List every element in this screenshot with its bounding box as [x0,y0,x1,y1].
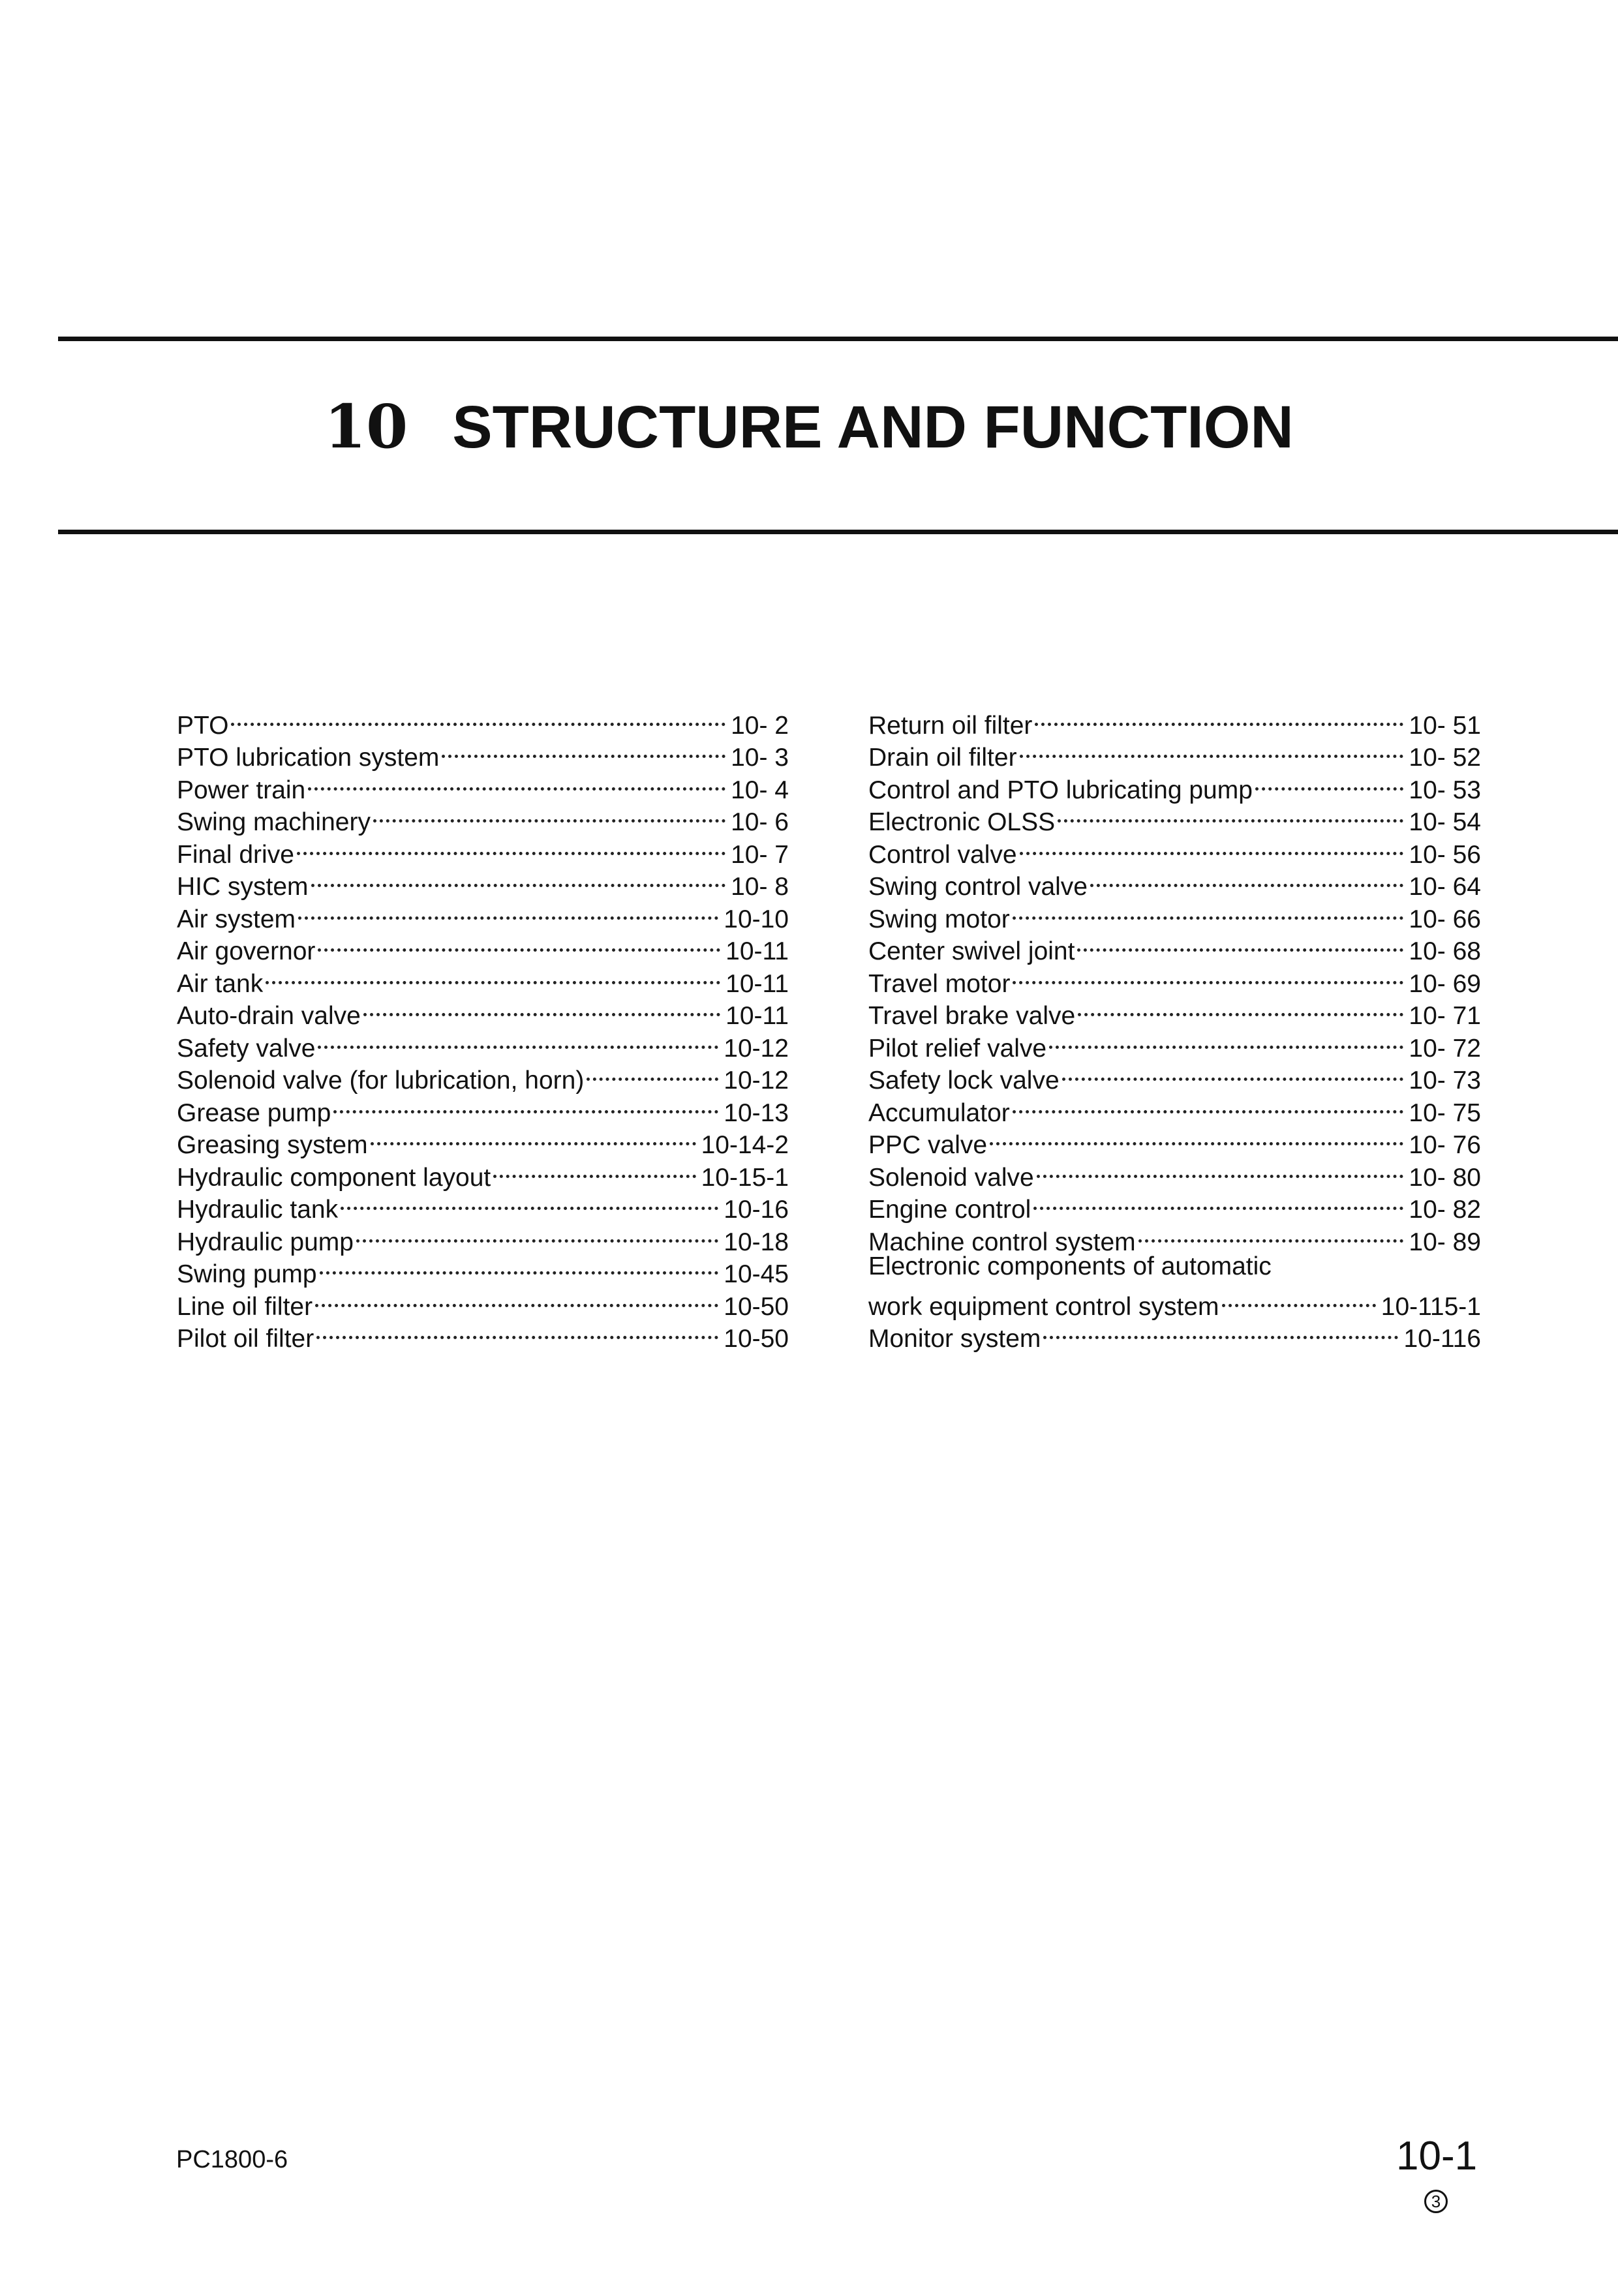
leader-dots [333,1089,721,1121]
toc-entry-label: Greasing system [177,1131,368,1159]
bottom-rule [58,530,1618,534]
toc-entry-page: 10- 76 [1409,1131,1481,1159]
toc-entry-label: HIC system [177,873,309,901]
leader-dots [1062,1057,1407,1089]
leader-dots [1020,830,1407,863]
toc-entry-page: 10- 2 [731,711,789,740]
toc-entry-label: Line oil filter [177,1292,313,1321]
toc-entry-label: Air tank [177,969,264,998]
toc-entry-page: 10-16 [724,1196,789,1224]
toc-entry-page: 10- 56 [1409,840,1481,869]
toc-entry-label: Swing machinery [177,808,371,836]
leader-dots [231,701,728,734]
toc-entry-page: 10-12 [724,1034,789,1063]
chapter-heading [0,391,1618,462]
leader-dots [371,1121,699,1154]
toc-entry-label: PTO [177,711,229,740]
toc-entry-page: 10-10 [724,905,789,933]
toc-entry-page: 10- 4 [731,776,789,804]
toc-entry-label: Return oil filter [868,711,1033,740]
toc-entry-page: 10- 68 [1409,937,1481,965]
toc-entry-label: Solenoid valve [868,1163,1034,1192]
leader-dots [316,1315,721,1348]
toc-entry-label: Machine control system [868,1228,1136,1256]
toc-entry-page: 10-115-1 [1381,1292,1481,1321]
leader-dots [493,1153,698,1186]
leader-dots [266,959,723,992]
toc-entry-label: Travel brake valve [868,1002,1076,1030]
toc-entry-page: 10- 64 [1409,873,1481,901]
toc-entry[interactable] [868,1282,1481,1321]
toc-entry-label: Air system [177,905,296,933]
leader-dots [1138,1218,1407,1250]
toc-entry-label: work equipment control system [868,1292,1219,1321]
leader-dots [442,734,728,766]
leader-dots [1222,1282,1379,1315]
leader-dots [1013,959,1406,992]
toc-entry-page: 10-11 [725,937,789,965]
toc-entry-page: 10-14-2 [701,1131,789,1159]
toc-entry-label: Air governor [177,937,316,965]
toc-entry-label: Safety lock valve [868,1066,1060,1095]
leader-dots [1013,1089,1407,1121]
toc-entry-page: 10- 3 [731,744,789,772]
toc-entry-label: Drain oil filter [868,744,1017,772]
toc-entry-label: Hydraulic tank [177,1196,339,1224]
toc-entry-page: 10- 75 [1409,1098,1481,1127]
toc-entry-label: Power train [177,776,306,804]
toc-entry-page: 10- 71 [1409,1002,1481,1030]
toc-entry-page: 10-15-1 [701,1163,789,1192]
leader-dots [363,992,723,1025]
toc-entry-page: 10- 53 [1409,776,1481,804]
leader-dots [1013,895,1407,928]
toc-entry-label: Solenoid valve (for lubrication, horn) [177,1066,585,1095]
toc-entry-page: 10-18 [724,1228,789,1256]
toc-entry-page: 10-11 [725,1002,789,1030]
toc-entry-label: Control valve [868,840,1017,869]
toc-entry-label: Electronic OLSS [868,808,1056,836]
toc-entry-page: 10- 69 [1409,969,1481,998]
toc-entry-label: Pilot oil filter [177,1325,314,1353]
toc-entry-label: Monitor system [868,1325,1041,1353]
leader-dots [1043,1315,1401,1348]
leader-dots [318,928,723,960]
toc-entry-page: 10-116 [1403,1325,1481,1353]
toc-entry-label: Control and PTO lubricating pump [868,776,1253,804]
toc-entry[interactable] [177,701,789,740]
toc-entry-label: Swing motor [868,905,1010,933]
toc-entry-page: 10-11 [725,969,789,998]
toc-entry-label: Engine control [868,1196,1031,1224]
leader-dots [311,863,729,896]
leader-dots [1037,1153,1407,1186]
toc-entry-page: 10-13 [724,1098,789,1127]
toc-entry-page: 10- 7 [731,840,789,869]
leader-dots [297,830,728,863]
toc-entry-label: Swing pump [177,1260,317,1288]
leader-dots [1033,1186,1406,1218]
toc-entry-page: 10- 82 [1409,1196,1481,1224]
top-rule [58,337,1618,341]
leader-dots [1058,798,1406,831]
toc-entry-label: Hydraulic component layout [177,1163,491,1192]
toc-entry-label: Grease pump [177,1098,331,1127]
revision-mark: 3 [1424,2190,1448,2213]
leader-dots [320,1250,722,1283]
chapter-title: STRUCTURE AND FUNCTION [452,394,1294,461]
leader-dots [298,895,721,928]
leader-dots [1049,1024,1406,1057]
toc-entry-label: Travel motor [868,969,1011,998]
toc-entry-page: 10- 52 [1409,744,1481,772]
toc-entry-page: 10- 72 [1409,1034,1481,1063]
toc-entry-page: 10-12 [724,1066,789,1095]
toc-entry[interactable] [868,701,1481,740]
toc-entry-label: Accumulator [868,1098,1010,1127]
model-code: PC1800-6 [176,2146,288,2173]
leader-dots [1255,766,1406,798]
toc-right-column [868,701,1481,1353]
leader-dots [318,1024,721,1057]
toc-entry-page: 10- 6 [731,808,789,836]
toc-entry-page: 10- 73 [1409,1066,1481,1095]
toc-entry-page: 10-50 [724,1292,789,1321]
toc-entry-page: 10-45 [724,1260,789,1288]
toc-entry-page: 10- 51 [1409,711,1481,740]
leader-dots [308,766,728,798]
leader-dots [1035,701,1406,734]
toc-entry-page: 10- 66 [1409,905,1481,933]
toc-entry-page: 10- 89 [1409,1228,1481,1256]
leader-dots [990,1121,1406,1154]
toc-entry[interactable] [177,734,789,772]
toc-entry-page: 10-50 [724,1325,789,1353]
toc-entry-label: Pilot relief valve [868,1034,1047,1063]
leader-dots [587,1057,721,1089]
leader-dots [1078,992,1406,1025]
leader-dots [373,798,728,831]
page-number: 10-1 [1396,2134,1478,2179]
leader-dots [1020,734,1407,766]
chapter-number: 10 [324,391,408,462]
leader-dots [356,1218,721,1250]
toc-entry[interactable] [177,992,789,1030]
toc-entry-label: Safety valve [177,1034,316,1063]
toc-entry-label: Hydraulic pump [177,1228,354,1256]
leader-dots [341,1186,721,1218]
toc-entry[interactable] [177,959,789,998]
leader-dots [1090,863,1406,896]
toc-entry-label: Swing control valve [868,873,1088,901]
leader-dots [1077,928,1406,960]
toc-entry-page: 10- 8 [731,873,789,901]
leader-dots [315,1282,721,1315]
toc-entry-label: PPC valve [868,1131,988,1159]
toc-entry-label-line1: Electronic components of automatic [868,1252,1272,1280]
toc-left-column [177,701,789,1353]
toc-entry-label: PTO lubrication system [177,744,440,772]
toc-entry-label: Auto-drain valve [177,1002,361,1030]
toc-entry-page: 10- 54 [1409,808,1481,836]
toc-entry-page: 10- 80 [1409,1163,1481,1192]
toc-entry-label: Final drive [177,840,294,869]
toc-entry-label: Center swivel joint [868,937,1075,965]
